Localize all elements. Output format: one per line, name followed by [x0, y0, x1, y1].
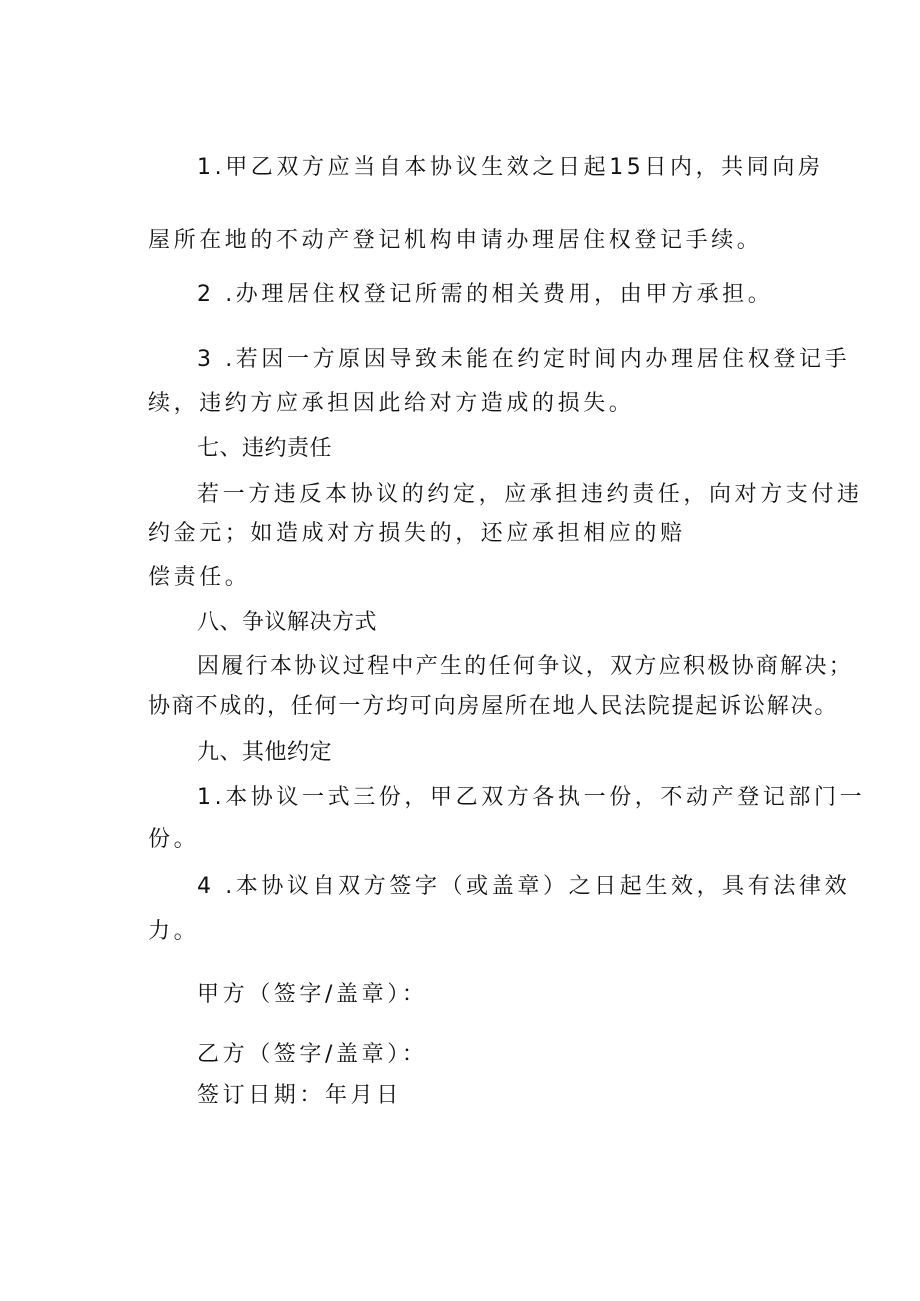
clause-8-line-1: 因履行本协议过程中产生的任何争议，双方应积极协商解决；	[197, 654, 854, 679]
signing-date-line: 签订日期：年月日	[197, 1083, 402, 1108]
clause-9-item-4-line-2: 力。	[148, 919, 200, 944]
clause-7-line-3: 偿责任。	[148, 565, 251, 590]
clause-9-item-4-line-1: 4 .本协议自双方签字（或盖章）之日起生效，具有法律效	[197, 874, 851, 899]
clause-6-item-1-line-2: 屋所在地的不动产登记机构申请办理居住权登记手续。	[148, 228, 763, 253]
party-b-signature-line: 乙方（签字/盖章）：	[197, 1042, 428, 1067]
clause-7-line-2: 约金元；如造成对方损失的，还应承担相应的赔	[148, 521, 686, 546]
clause-6-item-3-line-2: 续，违约方应承担因此给对方造成的损失。	[148, 391, 635, 416]
clause-9-item-1-line-2: 份。	[148, 827, 200, 852]
clause-6-item-3-line-1: 3 .若因一方原因导致未能在约定时间内办理居住权登记手	[197, 347, 851, 372]
section-heading-7: 七、违约责任	[197, 436, 333, 461]
clause-7-line-1: 若一方违反本协议的约定，应承担违约责任，向对方支付违	[197, 482, 863, 507]
clause-6-item-1-line-1: 1.甲乙双方应当自本协议生效之日起15日内，共同向房	[197, 155, 824, 180]
section-heading-9: 九、其他约定	[197, 740, 333, 765]
section-heading-8: 八、争议解决方式	[197, 610, 378, 635]
party-a-signature-line: 甲方（签字/盖章）：	[197, 982, 428, 1007]
clause-8-line-2: 协商不成的，任何一方均可向房屋所在地人民法院提起诉讼解决。	[148, 694, 839, 719]
clause-6-item-2: 2 .办理居住权登记所需的相关费用，由甲方承担。	[197, 282, 774, 307]
clause-9-item-1-line-1: 1.本协议一式三份，甲乙双方各执一份，不动产登记部门一	[197, 785, 866, 810]
